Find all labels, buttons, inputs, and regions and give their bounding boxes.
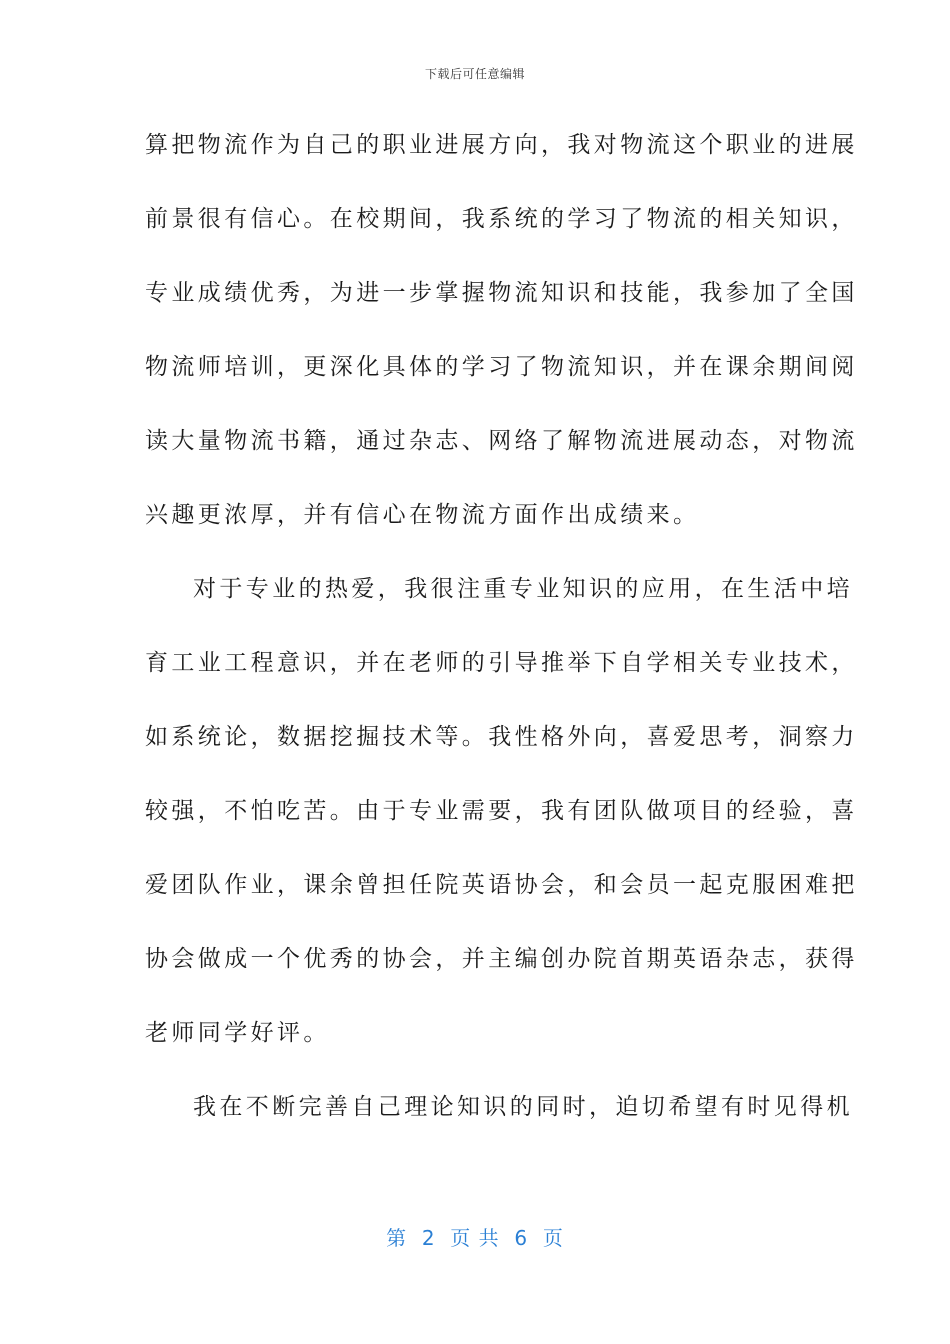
- text-line: 育工业工程意识，并在老师的引导推举下自学相关专业技术，: [145, 650, 858, 676]
- text-line: 爱团队作业，课余曾担任院英语协会，和会员一起克服困难把: [145, 872, 858, 898]
- text-line: 读大量物流书籍，通过杂志、网络了解物流进展动态，对物流: [145, 428, 858, 454]
- text-line: 专业成绩优秀，为进一步掌握物流知识和技能，我参加了全国: [145, 280, 858, 306]
- text-line: 物流师培训，更深化具体的学习了物流知识，并在课余期间阅: [145, 354, 858, 380]
- text-line: 前景很有信心。在校期间，我系统的学习了物流的相关知识，: [145, 206, 858, 232]
- text-line: 如系统论，数据挖掘技术等。我性格外向，喜爱思考，洞察力: [145, 724, 858, 750]
- text-line: 算把物流作为自己的职业进展方向，我对物流这个职业的进展: [145, 132, 858, 158]
- paragraph-start-line: 对于专业的热爱，我很注重专业知识的应用，在生活中培: [193, 576, 853, 602]
- text-line: 协会做成一个优秀的协会，并主编创办院首期英语杂志，获得: [145, 946, 858, 972]
- text-line: 兴趣更浓厚，并有信心在物流方面作出成绩来。: [145, 502, 700, 528]
- text-line: 老师同学好评。: [145, 1020, 330, 1046]
- page-number-footer: 第 2 页 共 6 页: [386, 1226, 564, 1250]
- page-header-note: 下载后可任意编辑: [424, 67, 525, 81]
- text-line: 较强，不怕吃苦。由于专业需要，我有团队做项目的经验，喜: [145, 798, 858, 824]
- paragraph-start-line: 我在不断完善自己理论知识的同时，迫切希望有时见得机: [193, 1094, 853, 1120]
- document-body: [145, 118, 858, 1154]
